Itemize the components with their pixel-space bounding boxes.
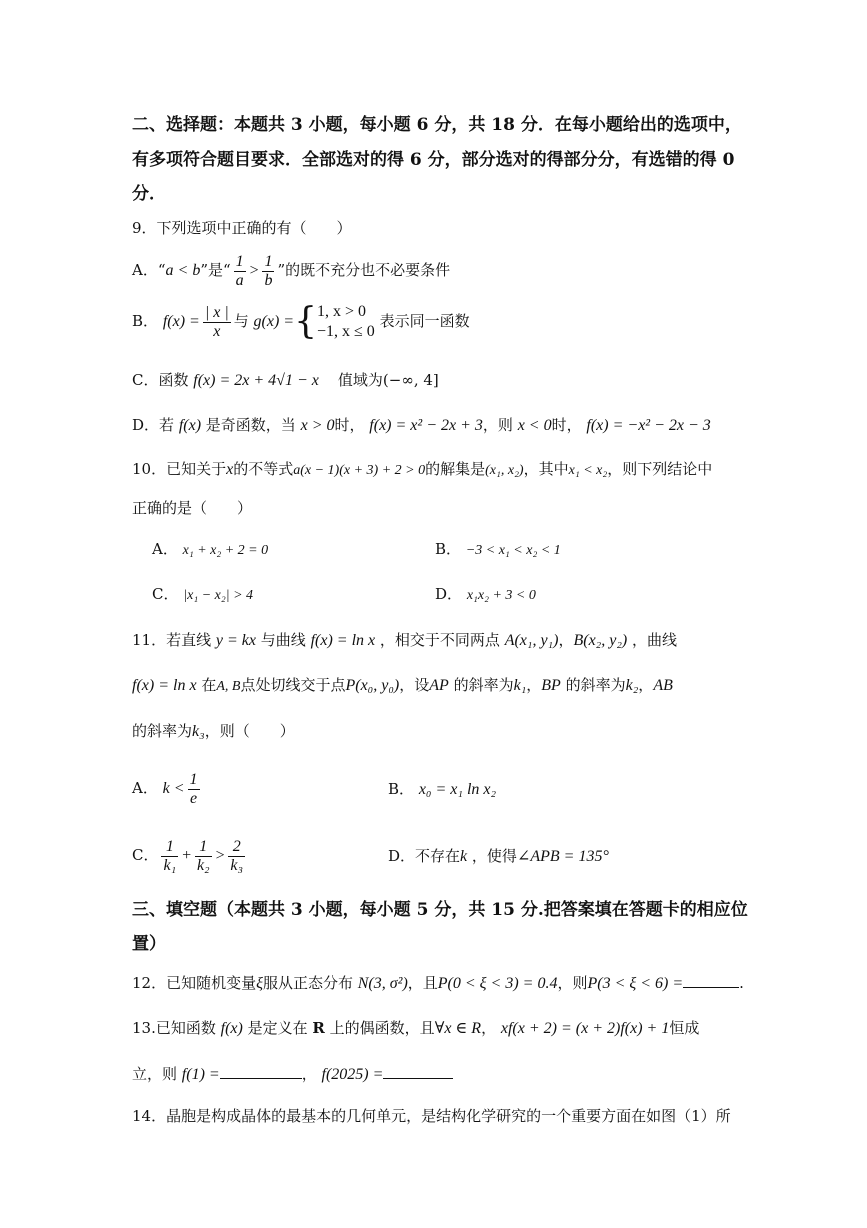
q9-a-frac1-num: 1 <box>235 252 244 270</box>
q9-b-frac <box>203 304 231 341</box>
q11-d-k: k <box>460 848 468 865</box>
q11-l3-t1: 的斜率为 <box>132 722 193 740</box>
q9-a-frac1 <box>234 253 246 290</box>
q10-b-math: −3 < x₁ < x₂ < 1 <box>465 543 561 558</box>
q11-l2-m4: AP <box>429 677 449 694</box>
q10-c-math: |x₁ − x₂| > 4 <box>183 588 254 603</box>
q11-c-gt: > <box>214 847 226 864</box>
q10-math3: x₁ < x₂ <box>568 463 608 478</box>
q11-option-a <box>132 766 203 811</box>
q11-l1-m2: f(x) = ln x <box>310 632 376 649</box>
q11-a-k: k < <box>162 780 185 797</box>
q9-d-t3: ，则 <box>482 416 513 434</box>
q9-c-pre: C．函数 <box>132 371 189 389</box>
q11-option-c <box>132 832 248 879</box>
q11-d-t: ，使得 <box>471 847 517 865</box>
q9-a-gt: > <box>248 262 260 279</box>
q9-b-mid: 与 <box>233 312 249 330</box>
q11-stem-line3 <box>132 720 295 743</box>
q12-answer-blank[interactable] <box>683 973 739 988</box>
q11-stem-line1 <box>132 629 677 652</box>
q9-a-math: a < b <box>165 262 201 279</box>
q11-l2-m5: k₁ <box>513 677 527 694</box>
q10-option-c <box>152 583 253 607</box>
q11-l2-t4: 的斜率为 <box>453 676 514 694</box>
q9-b-pre: B． <box>132 312 159 330</box>
q10-a-math: x₁ + x₂ + 2 = 0 <box>182 543 269 558</box>
q11-l2-t7: ， <box>638 676 654 694</box>
q9-option-b <box>132 298 470 345</box>
q10-b-label: B． <box>435 540 462 558</box>
q11-c-plus: + <box>181 847 192 864</box>
q13-m1: f(x) <box>220 1020 243 1037</box>
q11-c-frac2 <box>195 838 212 875</box>
q9-a-mid: ”是“ <box>200 261 231 279</box>
q9-b-case1: 1, x > 0 <box>316 303 367 320</box>
q12-m2: P(0 < ξ < 3) = 0.4 <box>437 975 558 992</box>
q12-m3: P(3 < ξ < 6) = <box>587 975 684 992</box>
q11-l2-m8: AB <box>653 677 673 694</box>
q12-pre: 12．已知随机变量 <box>132 974 257 992</box>
q13-l2-m1: f(1) = <box>181 1066 220 1083</box>
q10-pre: 10．已知关于 <box>132 460 227 478</box>
q11-c-n1: 1 <box>161 838 178 857</box>
q9-d-math5: f(x) = −x² − 2x − 3 <box>586 417 711 434</box>
q9-a-frac1-den: a <box>235 271 244 289</box>
q11-c-frac3 <box>228 838 245 875</box>
q12-t2: ，且 <box>407 974 438 992</box>
q9-d-t4: 时， <box>551 416 582 434</box>
q13-m2: ∀x ∈ R <box>434 1020 482 1037</box>
q13-line2 <box>132 1063 453 1086</box>
q9-b-post: 表示同一函数 <box>379 312 470 330</box>
q9-d-t2: 时， <box>334 416 365 434</box>
q11-l2-t1: 在 <box>201 676 217 694</box>
q10-d-math: x₁x₂ + 3 < 0 <box>466 588 536 603</box>
q10-x: x <box>226 461 234 478</box>
q11-a-frac <box>188 771 200 808</box>
q11-a-den: e <box>189 789 198 807</box>
q11-stem-line2 <box>132 674 673 698</box>
q13-t3: ， <box>481 1019 497 1037</box>
q10-math2: (x₁, x₂) <box>485 463 524 478</box>
q11-l2-t5: ， <box>526 676 542 694</box>
q9-d-math2: x > 0 <box>300 417 335 434</box>
q9-a-frac2-num: 1 <box>264 252 273 270</box>
q9-b-case2: −1, x ≤ 0 <box>316 323 375 340</box>
q9-b-brace: { <box>294 301 317 342</box>
q11-a-label: A． <box>132 779 158 797</box>
section2-heading-line1: 二、选择题：本题共 3 小题，每小题 6 分，共 18 分．在每小题给出的选项中， <box>132 115 742 135</box>
q10-option-d <box>435 583 536 607</box>
q11-c-n3: 2 <box>228 838 245 857</box>
section3-heading-line2: 置） <box>132 934 166 954</box>
q11-l1-t3: ， <box>558 631 574 649</box>
q9-b-frac-den: x <box>213 322 221 340</box>
q9-c-post: 值域为(−∞, 4] <box>337 371 439 389</box>
q11-l2-t2: 点处切线交于点 <box>240 676 346 694</box>
q13-l2-pre: 立，则 <box>132 1065 178 1083</box>
q9-a-pre: A．“ <box>132 261 166 279</box>
q11-c-d2: k₂ <box>196 856 210 874</box>
q11-l2-m1: f(x) = ln x <box>132 677 197 694</box>
q12-t1: 服从正态分布 <box>262 974 353 992</box>
q10-t4: ，则下列结论中 <box>607 460 713 478</box>
q9-b-f: f(x) = <box>162 313 200 330</box>
q9-option-c <box>132 369 439 392</box>
q11-c-frac1 <box>161 838 178 875</box>
q11-l1-t1: 与曲线 <box>260 631 306 649</box>
q11-l1-m3: A(x₁, y₁) <box>504 632 559 649</box>
q13-l2-m2: f(2025) = <box>321 1066 384 1083</box>
q11-l1-pre: 11．若直线 <box>132 631 212 649</box>
q10-t1: 的不等式 <box>233 460 294 478</box>
q11-l1-t4: ，曲线 <box>632 631 678 649</box>
q13-t4: 恒成 <box>669 1019 700 1037</box>
q11-c-d1: k₁ <box>163 856 177 874</box>
section2-heading-line3: 分． <box>132 184 166 204</box>
q12-line <box>132 972 744 995</box>
q10-stem-line2: 正确的是（ ） <box>132 499 253 517</box>
q10-c-label: C． <box>152 585 179 603</box>
q11-b-label: B． <box>388 780 415 798</box>
q10-d-label: D． <box>435 585 463 603</box>
q11-c-d3: k₃ <box>230 856 244 874</box>
q9-option-a <box>132 250 450 291</box>
q11-a-num: 1 <box>189 770 198 788</box>
q9-d-math3: f(x) = x² − 2x + 3 <box>369 417 483 434</box>
section3-heading-line1: 三、填空题（本题共 3 小题，每小题 5 分，共 15 分.把答案填在答题卡的相应位 <box>132 900 748 920</box>
q9-d-math1: f(x) <box>178 417 202 434</box>
q12-m1: N(3, σ²) <box>357 975 408 992</box>
q11-l1-m4: B(x₂, y₂) <box>573 632 628 649</box>
q11-l3-t2: ，则（ ） <box>204 722 295 740</box>
q11-option-b <box>388 778 496 801</box>
q11-option-d <box>388 845 609 868</box>
q9-d-math4: x < 0 <box>517 417 552 434</box>
q9-a-post: ”的既不充分也不必要条件 <box>277 261 451 279</box>
q11-l2-t6: 的斜率为 <box>565 676 626 694</box>
section2-heading-line2: 有多项符合题目要求．全部选对的得 6 分，部分选对的得部分分，有选错的得 0 <box>132 150 735 170</box>
q11-c-label: C． <box>132 846 159 864</box>
q11-l2-m7: k₂ <box>625 677 639 694</box>
q13-answer-blank-1[interactable] <box>220 1064 302 1079</box>
q10-t3: ，其中 <box>523 460 569 478</box>
q11-l2-m6: BP <box>541 677 561 694</box>
q11-l1-t2: ，相交于不同两点 <box>379 631 500 649</box>
q12-end: . <box>739 974 744 992</box>
q9-d-pre: D．若 <box>132 416 175 434</box>
q11-l1-m1: y = kx <box>215 632 256 649</box>
q12-xi: ξ <box>256 975 263 992</box>
q13-answer-blank-2[interactable] <box>383 1064 453 1079</box>
q9-c-math: f(x) = 2x + 4√1 − x <box>193 372 319 389</box>
q9-a-frac2-den: b <box>264 271 273 289</box>
q13-pre: 13.已知函数 <box>132 1019 216 1037</box>
q9-b-cases <box>317 302 375 342</box>
q9-b-frac-num: | x | <box>204 303 229 321</box>
q13-line1 <box>132 1017 699 1040</box>
q9-b-g: g(x) = <box>253 313 295 330</box>
q13-l2-t1: ， <box>301 1065 317 1083</box>
q11-l2-m2: A, B <box>216 679 241 694</box>
q13-m3: xf(x + 2) = (x + 2)f(x) + 1 <box>500 1020 670 1037</box>
q11-l2-m3: P(x₀, y₀) <box>345 677 400 694</box>
q9-stem: 9．下列选项中正确的有（ ） <box>132 219 352 237</box>
q11-l3-m1: k₃ <box>192 723 205 740</box>
q10-stem-line1 <box>132 458 712 482</box>
q10-t2: 的解集是 <box>425 460 486 478</box>
q11-c-n2: 1 <box>195 838 212 857</box>
q11-d-math: ∠APB = 135° <box>516 848 609 865</box>
q10-a-label: A． <box>152 540 178 558</box>
q13-t2: 上的偶函数，且 <box>329 1019 435 1037</box>
q11-b-math: x₀ = x₁ ln x₂ <box>418 781 497 798</box>
q11-d-label: D．不存在 <box>388 847 461 865</box>
q14-line1: 14．晶胞是构成晶体的最基本的几何单元，是结构化学研究的一个重要方面在如图（1）所 <box>132 1107 731 1125</box>
q12-t3: ，则 <box>557 974 588 992</box>
q11-l2-t3: ，设 <box>399 676 430 694</box>
q13-t1: 是定义在 <box>247 1019 308 1037</box>
q13-R: R <box>312 1019 325 1037</box>
q9-d-t1: 是奇函数，当 <box>205 416 296 434</box>
q10-option-a <box>152 538 268 562</box>
q9-a-frac2 <box>262 253 274 290</box>
q10-math: a(x − 1)(x + 3) + 2 > 0 <box>293 463 426 478</box>
q9-option-d <box>132 414 711 437</box>
q10-option-b <box>435 538 561 562</box>
